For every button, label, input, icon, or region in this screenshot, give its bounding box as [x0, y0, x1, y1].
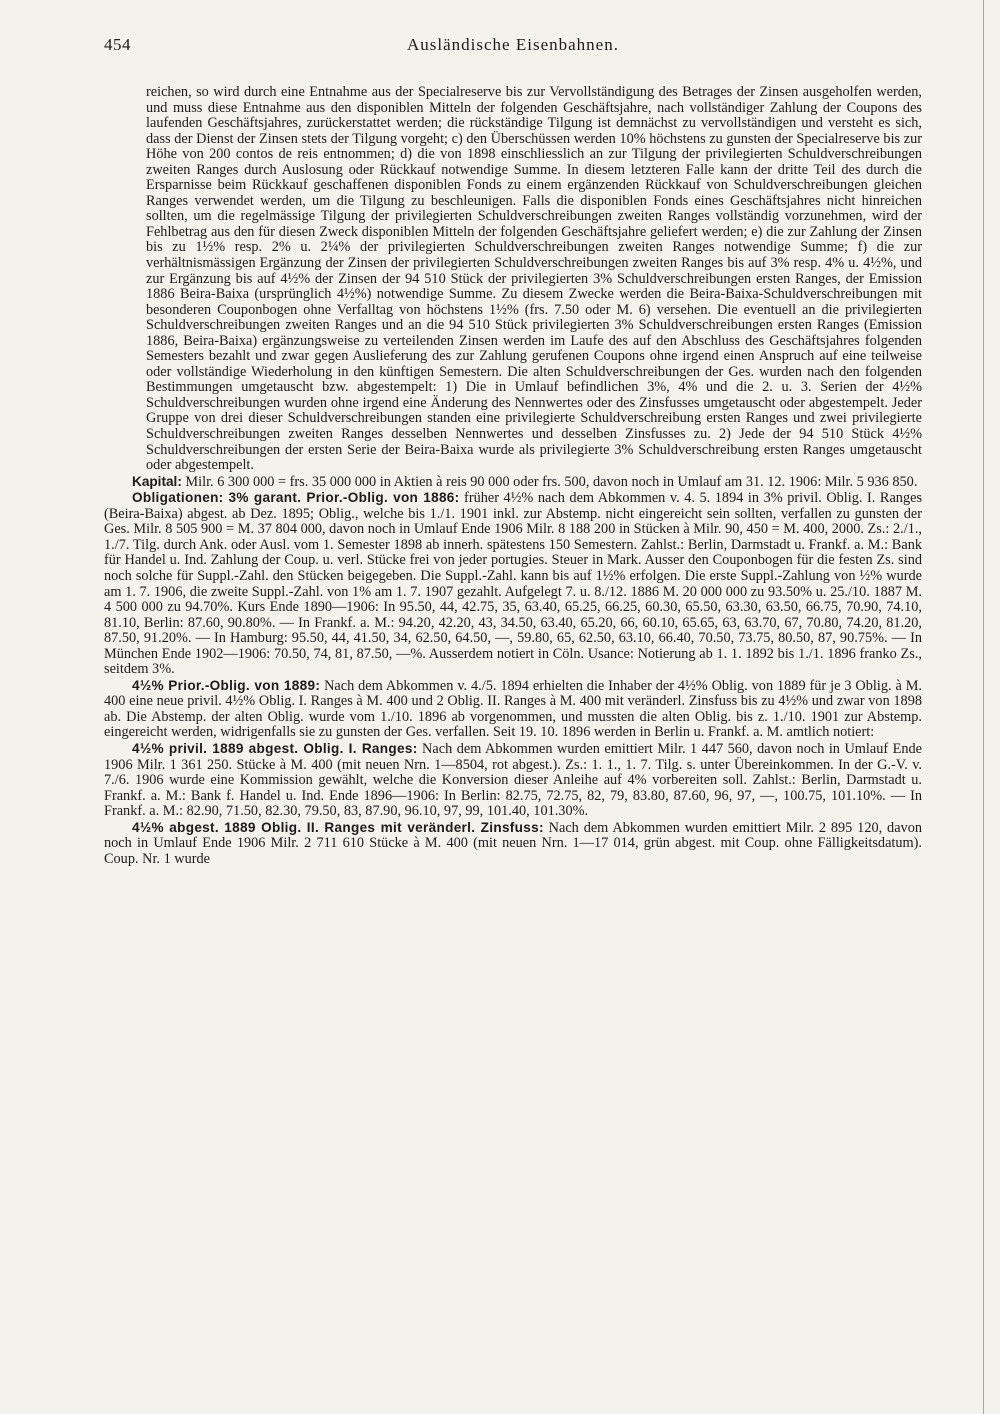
- paragraph-text: Nach dem Abkommen wurden emittiert Milr. 2 895 120, davon noch in Umlauf Ende 1906 Milr. 2 711 610 Stücke à M. 400 (mit neuen Nrn. 1—17 014, grün abgest. mit Coup. ohne Fälligkeitsdatum). Coup. Nr. 1 wurde: [104, 819, 922, 867]
- section-label-prior-oblig-1889: 4½% Prior.-Oblig. von 1889:: [132, 677, 321, 693]
- section-label-privil-oblig-ranges-1: 4½% privil. 1889 abgest. Oblig. I. Ranges:: [132, 740, 418, 756]
- page-edge-rule: [983, 0, 984, 1414]
- paragraph-oblig-ranges-2: [104, 820, 922, 868]
- paragraph-obligationen-1886: [104, 490, 922, 678]
- running-title: Ausländische Eisenbahnen.: [407, 35, 619, 54]
- paragraph-prior-oblig-1889: [104, 678, 922, 741]
- paragraph-kapital: [104, 474, 922, 491]
- page-number: 454: [104, 35, 131, 54]
- running-head: [104, 35, 922, 59]
- section-label-obligationen: Obligationen: 3% garant. Prior.-Oblig. von 1886:: [132, 490, 460, 506]
- paragraph-text: reichen, so wird durch eine Entnahme aus der Specialreserve bis zur Vervollständigung des Betrages der Zinsen ausgeholfen werden, und muss diese Entnahme aus den disponiblen Mitteln der folgenden Geschäftsjahre, nach vollständiger Zahlung der Coupons des laufenden Geschäftsjahres, zurückerstattet werden; die rückständige Tilgung ist demnächst zu vervollständigen und versteht es sich, dass der Dienst der Zinsen stets der Tilgung vorgeht; c) den Überschüssen werden 10% höchstens zu gunsten der Specialreserve bis zur Höhe von 200 contos de reis entnommen; d) die von 1898 einschliesslich an zur Tilgung der privilegierten Schuldverschreibungen zweiten Ranges durch Auslosung oder Rückkauf notwendige Summe. In diesem letzteren Falle kann der dritte Teil des durch die Ersparnisse beim Rückkauf geschaffenen disponiblen Fonds zu einem ergänzenden Rückkauf von Schuldverschreibungen gleichen Ranges verwendet werden, um die Tilgung zu beschleunigen. Falls die disponiblen Fonds eines Geschäftsjahres nicht hinreichen sollten, um die regelmässige Tilgung der privilegierten Schuldverschreibungen zweiten Ranges vollständig vorzunehmen, wird der Fehlbetrag aus den für diesen Zweck disponiblen Mitteln der folgenden Geschäftsjahre geliefert werden; e) die zur Zahlung der Zinsen bis zu 1½% resp. 2% u. 2¼% der privilegierten Schuldverschreibungen zweiten Ranges notwendige Summe; f) die zur verhältnismässigen Ergänzung der Zinsen der privilegierten Schuldverschreibungen zweiten Ranges bis auf 3% resp. 4% u. 4½%, und zur Ergänzung bis auf 4½% der Zinsen der 94 510 Stück der privilegierten 3% Schuldverschreibungen ersten Ranges, der Emission 1886 Beira-Baixa (ursprünglich 4½%) notwendige Summe. Zu diesem Zwecke werden die Beira-Baixa-Schuldverschreibungen mit besonderen Couponbogen ohne Verfalltag von höchstens 1½% (frs. 7.50 oder M. 6) versehen. Die eventuell an die privilegierten Schuldverschreibungen zweiten Ranges und an die 94 510 Stück privilegierten 3% Schuldverschreibungen ersten Ranges (Emission 1886, Beira-Baixa) ergänzungsweise zu verteilenden Zinsen werden im Laufe des auf den Abschluss des Geschäftsjahres folgenden Semesters bezahlt und zwar gegen Auslieferung des zur Zahlung gerufenen Coupons ohne irgend einen Anspruch auf eine teilweise oder vollständige Wiederholung in den künftigen Semestern. Die alten Schuldverschreibungen der Ges. wurden nach den folgenden Bestimmungen umgetauscht bzw. abgestempelt: 1) Die in Umlauf befindlichen 3%, 4% und die 2. u. 3. Serien der 4½% Schuldverschreibungen wurden ohne irgend eine Änderung des Nennwertes oder des Zinsfusses umgetauscht oder abgestempelt. Jeder Gruppe von drei dieser Schuldverschreibungen standen eine privilegierte Schuldverschreibung ersten Ranges und zwei privilegierte Schuldverschreibungen zweiten Ranges desselben Nennwertes und desselben Zinsfusses zu. 2) Jede der 94 510 Stück 4½% Schuldverschreibungen der ersten Serie der Beira-Baixa wurde als privilegierte 3% Schuldverschreibung ersten Ranges umgetauscht oder abgestempelt.: [146, 84, 922, 474]
- paragraph-text: Milr. 6 300 000 = frs. 35 000 000 in Aktien à reis 90 000 oder frs. 500, davon noch in Umlauf am 31. 12. 1906: Milr. 5 936 850.: [181, 473, 918, 490]
- paragraph-text: Nach dem Abkommen v. 4./5. 1894 erhielten die Inhaber der 4½% Oblig. von 1889 für je 3 Oblig. à M. 400 eine neue privil. 4½% Oblig. I. Ranges à M. 400 und 2 Oblig. II. Ranges à M. 400 mit veränderl. Zinsfuss bis zu 4½% und zwar von 1898 ab. Die Abstemp. der alten Oblig. wurde vom 1./10. 1896 ab vorgenommen, und mussten die alten Oblig. bis z. 1./10. 1901 zur Abstemp. eingereicht werden, widrigenfalls sie zu gunsten der Ges. verfallen. Seit 19. 10. 1896 werden in Berlin u. Frankf. a. M. amtlich notiert:: [104, 677, 922, 741]
- paragraph-specialreserve: [104, 85, 922, 474]
- section-label-oblig-ranges-2: 4½% abgest. 1889 Oblig. II. Ranges mit veränderl. Zinsfuss:: [132, 819, 544, 835]
- paragraph-privil-oblig-ranges-1: [104, 741, 922, 820]
- section-label-kapital: Kapital:: [132, 473, 182, 489]
- body-text: [104, 85, 922, 867]
- paragraph-text: Nach dem Abkommen wurden emittiert Milr. 1 447 560, davon noch in Umlauf Ende 1906 Milr. 1 361 250. Stücke à M. 400 (mit neuen Nrn. 1—8504, rot abgest.). Zs.: 1. 1., 1. 7. Tilg. s. unter Übereinkommen. In der G.-V. v. 7./6. 1906 wurde eine Kommission gewählt, welche die Konversion dieser Anleihe auf 4% vorbereiten soll. Zahlst.: Berlin, Darmstadt u. Frankf. a. M.: Bank f. Handel u. Ind. Ende 1896—1906: In Berlin: 82.75, 72.75, 82, 79, 83.80, 87.60, 96, 97, —, 100.75, 101.10%. — In Frankf. a. M.: 82.90, 71.50, 82.30, 79.50, 83, 87.90, 96.10, 97, 99, 101.40, 101.30%.: [104, 740, 922, 820]
- paragraph-text: früher 4½% nach dem Abkommen v. 4. 5. 1894 in 3% privil. Oblig. I. Ranges (Beira-Baixa) abgest. ab Dez. 1895; Oblig., welche bis 1./1. 1901 inkl. zur Abstemp. nicht eingereicht sein sollten, verfallen zu gunsten der Ges. Milr. 8 505 900 = M. 37 804 000, davon noch in Umlauf Ende 1906 Milr. 8 188 200 in Stücken à Milr. 90, 450 = M. 400, 2000. Zs.: 2./1., 1./7. Tilg. durch Ank. oder Ausl. vom 1. Semester 1898 ab innerh. spätestens 150 Semestern. Zahlst.: Berlin, Darmstadt u. Frankf. a. M.: Bank für Handel u. Ind. Zahlung der Coup. u. verl. Stücke frei von jeder portugies. Steuer in Mark. Ausser den Couponbogen für die festen Zs. sind noch solche für Suppl.-Zahl. den Stücken beigegeben. Die Suppl.-Zahl. kann bis auf 1½% erfolgen. Die erste Suppl.-Zahlung von ½% wurde am 1. 7. 1906, die zweite Suppl.-Zahl. von 1% am 1. 7. 1907 gezahlt. Aufgelegt 7. u. 8./12. 1886 M. 20 000 000 zu 93.50% u. 25./10. 1887 M. 4 500 000 zu 94.70%. Kurs Ende 1890—1906: In 95.50, 44, 42.75, 35, 63.40, 65.25, 66.25, 60.30, 65.50, 63.30, 63.50, 66.75, 70.90, 74.10, 81.10, Berlin: 87.60, 90.80%. — In Frankf. a. M.: 94.20, 42.20, 43, 34.50, 63.40, 65.20, 66, 60.10, 65.65, 63, 63.70, 67, 70.80, 74.20, 81.20, 87.50, 91.20%. — In Hamburg: 95.50, 44, 41.50, 34, 62.50, 64.50, —, 59.80, 65, 62.50, 63.10, 66.40, 70.50, 73.75, 80.50, 87, 90.75%. — In München Ende 1902—1906: 70.50, 74, 81, 87.50, —%. Ausserdem notiert in Cöln. Usance: Notierung ab 1. 1. 1892 bis 1./1. 1896 franko Zs., seitdem 3%.: [104, 490, 923, 678]
